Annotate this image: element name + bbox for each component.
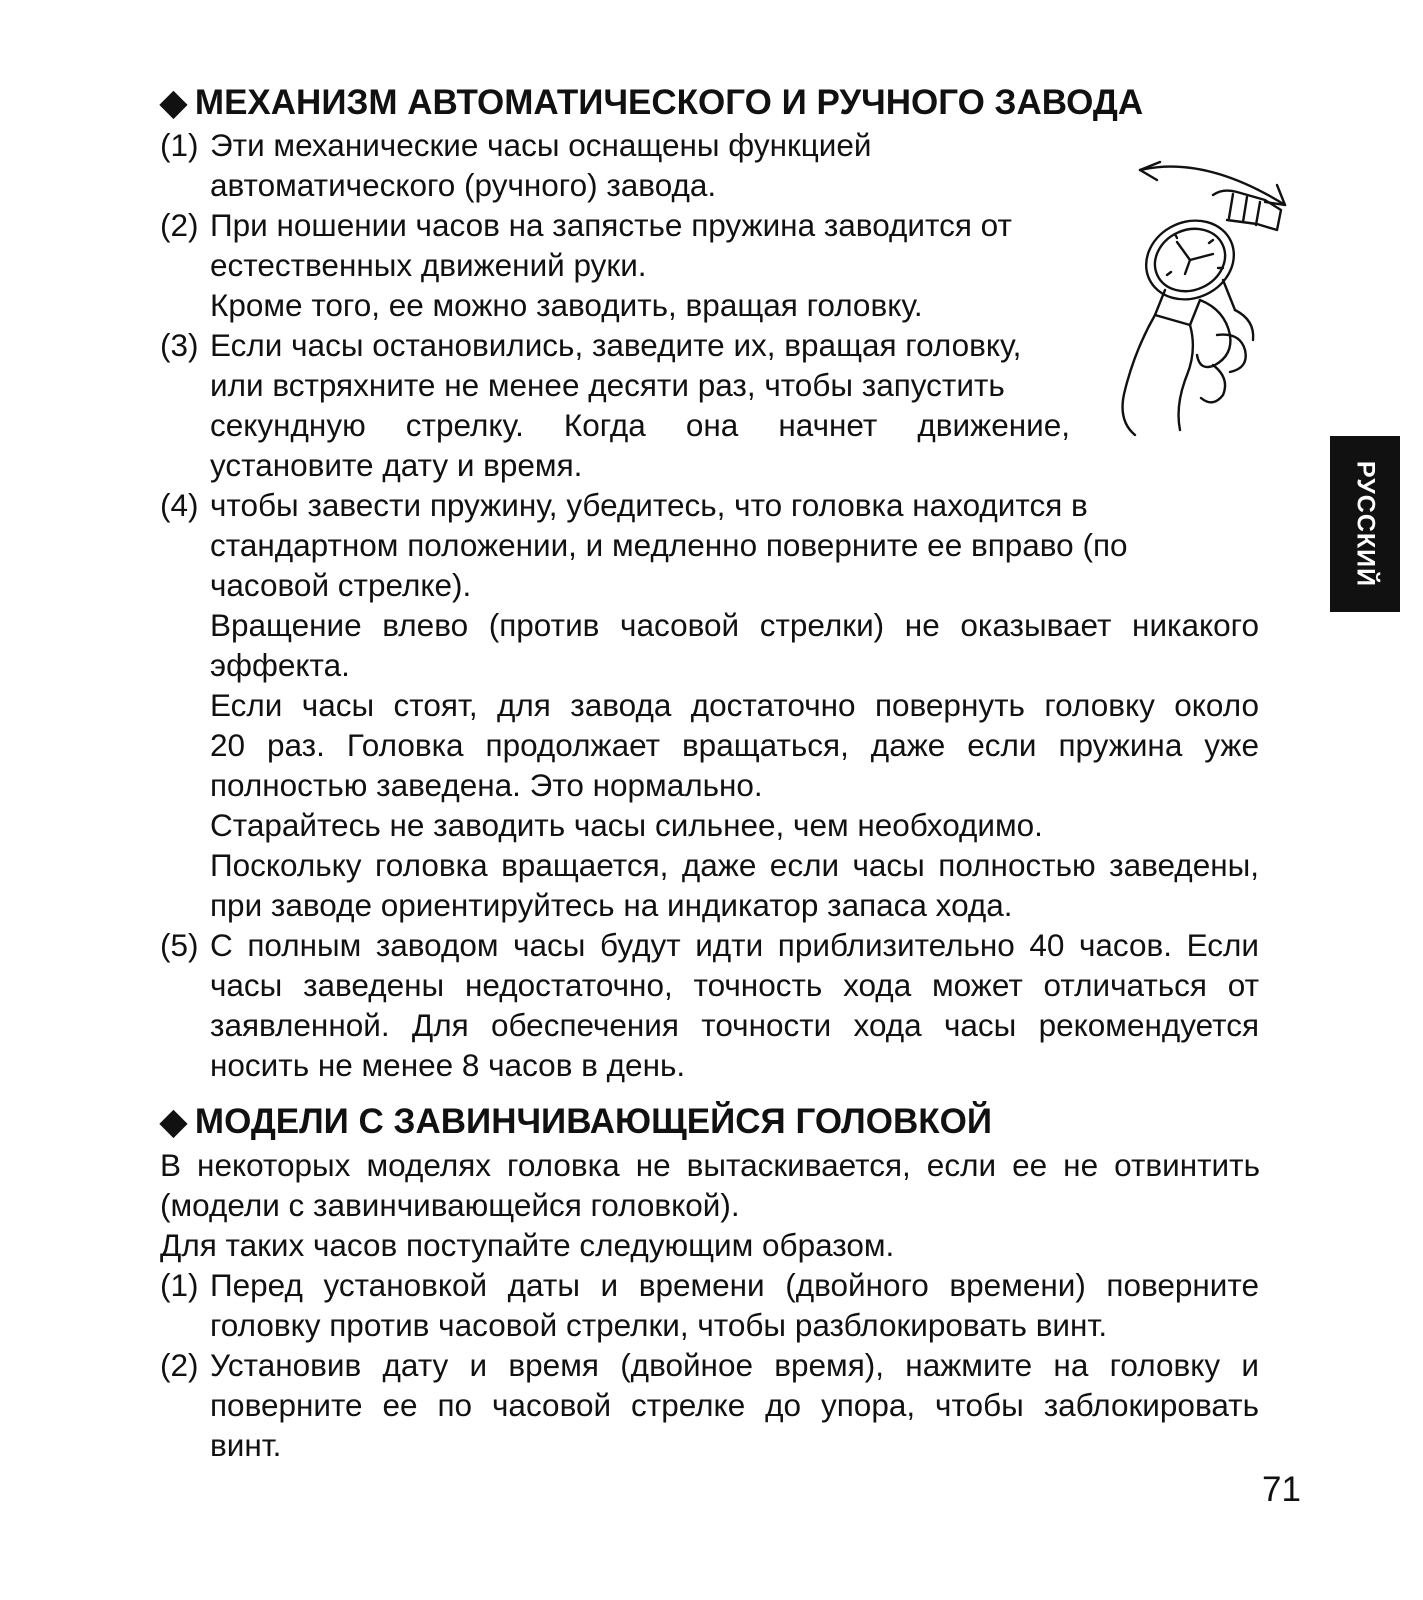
paragraph-line: или встряхните не менее десяти раз, чтобы запустить [210, 367, 1005, 403]
paragraph-line: часы заведены недостаточно, точность хода может отличаться от [210, 967, 1259, 1003]
paragraph-line: Эти механические часы оснащены функцией [210, 127, 872, 163]
section-heading-screw-lock-crown [160, 1101, 992, 1143]
paragraph-line: Старайтесь не заводить часы сильнее, чем необходимо. [210, 807, 1043, 843]
paragraph-line: заявленной. Для обеспечения точности хода часы рекомендуется [210, 1007, 1259, 1043]
paragraph-line: Если часы стоят, для завода достаточно повернуть головку около [210, 687, 1259, 723]
paragraph-line: головку против часовой стрелки, чтобы разблокировать винт. [210, 1307, 1108, 1343]
paragraph-line: Для таких часов поступайте следующим образом. [160, 1227, 895, 1263]
paragraph-line: Если часы остановились, заведите их, вращая головку, [210, 327, 1022, 363]
item-number: (3) [160, 327, 199, 363]
paragraph-line: автоматического (ручного) завода. [210, 167, 717, 203]
paragraph-line: При ношении часов на запястье пружина заводится от [210, 207, 1012, 243]
paragraph-line: В некоторых моделях головка не вытаскивается, если ее не отвинтить [160, 1147, 1260, 1183]
paragraph-line: 20 раз. Головка продолжает вращаться, даже если пружина уже [210, 727, 1259, 763]
paragraph-line: С полным заводом часы будут идти приблизительно 40 часов. Если [210, 927, 1259, 963]
paragraph-line: секундную стрелку. Когда она начнет движение, [210, 407, 1070, 443]
paragraph-line: поверните ее по часовой стрелке до упора, чтобы заблокировать [210, 1387, 1259, 1423]
paragraph-line: стандартном положении, и медленно поверните ее вправо (по [210, 527, 1128, 563]
paragraph-line: при заводе ориентируйтесь на индикатор запаса хода. [210, 887, 1013, 923]
paragraph-line: полностью заведена. Это нормально. [210, 767, 763, 803]
item-number: (2) [160, 207, 199, 243]
paragraph-line: естественных движений руки. [210, 247, 647, 283]
paragraph-line: Поскольку головка вращается, даже если часы полностью заведены, [210, 847, 1259, 883]
item-number: (2) [160, 1347, 199, 1383]
wrist-watch-illustration [1105, 150, 1305, 440]
paragraph-line: Установив дату и время (двойное время), нажмите на головку и [210, 1347, 1259, 1383]
section-title: МОДЕЛИ С ЗАВИНЧИВАЮЩЕЙСЯ ГОЛОВКОЙ [194, 1102, 992, 1141]
diamond-bullet-icon: ◆ [160, 1102, 187, 1141]
paragraph-line: винт. [210, 1427, 282, 1463]
page-number: 71 [1262, 1470, 1301, 1509]
paragraph-line: эффекта. [210, 647, 350, 683]
paragraph-line: установите дату и время. [210, 447, 583, 483]
section-heading-automatic-winding [160, 82, 1143, 124]
paragraph-line: часовой стрелке). [210, 567, 472, 603]
item-number: (1) [160, 127, 199, 163]
paragraph-line: носить не менее 8 часов в день. [210, 1047, 686, 1083]
item-number: (1) [160, 1267, 199, 1303]
paragraph-line: Кроме того, ее можно заводить, вращая головку. [210, 287, 923, 323]
language-tab-label: РУССКИЙ [1351, 460, 1380, 588]
item-number: (4) [160, 487, 199, 523]
section-title: МЕХАНИЗМ АВТОМАТИЧЕСКОГО И РУЧНОГО ЗАВОДА [194, 83, 1144, 122]
language-tab [1330, 436, 1400, 612]
paragraph-line: Вращение влево (против часовой стрелки) не оказывает никакого [210, 607, 1259, 643]
diamond-bullet-icon: ◆ [160, 83, 187, 122]
item-number: (5) [160, 927, 199, 963]
paragraph-line: чтобы завести пружину, убедитесь, что головка находится в [210, 487, 1088, 523]
paragraph-line: Перед установкой даты и времени (двойного времени) поверните [210, 1267, 1259, 1303]
paragraph-line: (модели с завинчивающейся головкой). [160, 1187, 740, 1223]
